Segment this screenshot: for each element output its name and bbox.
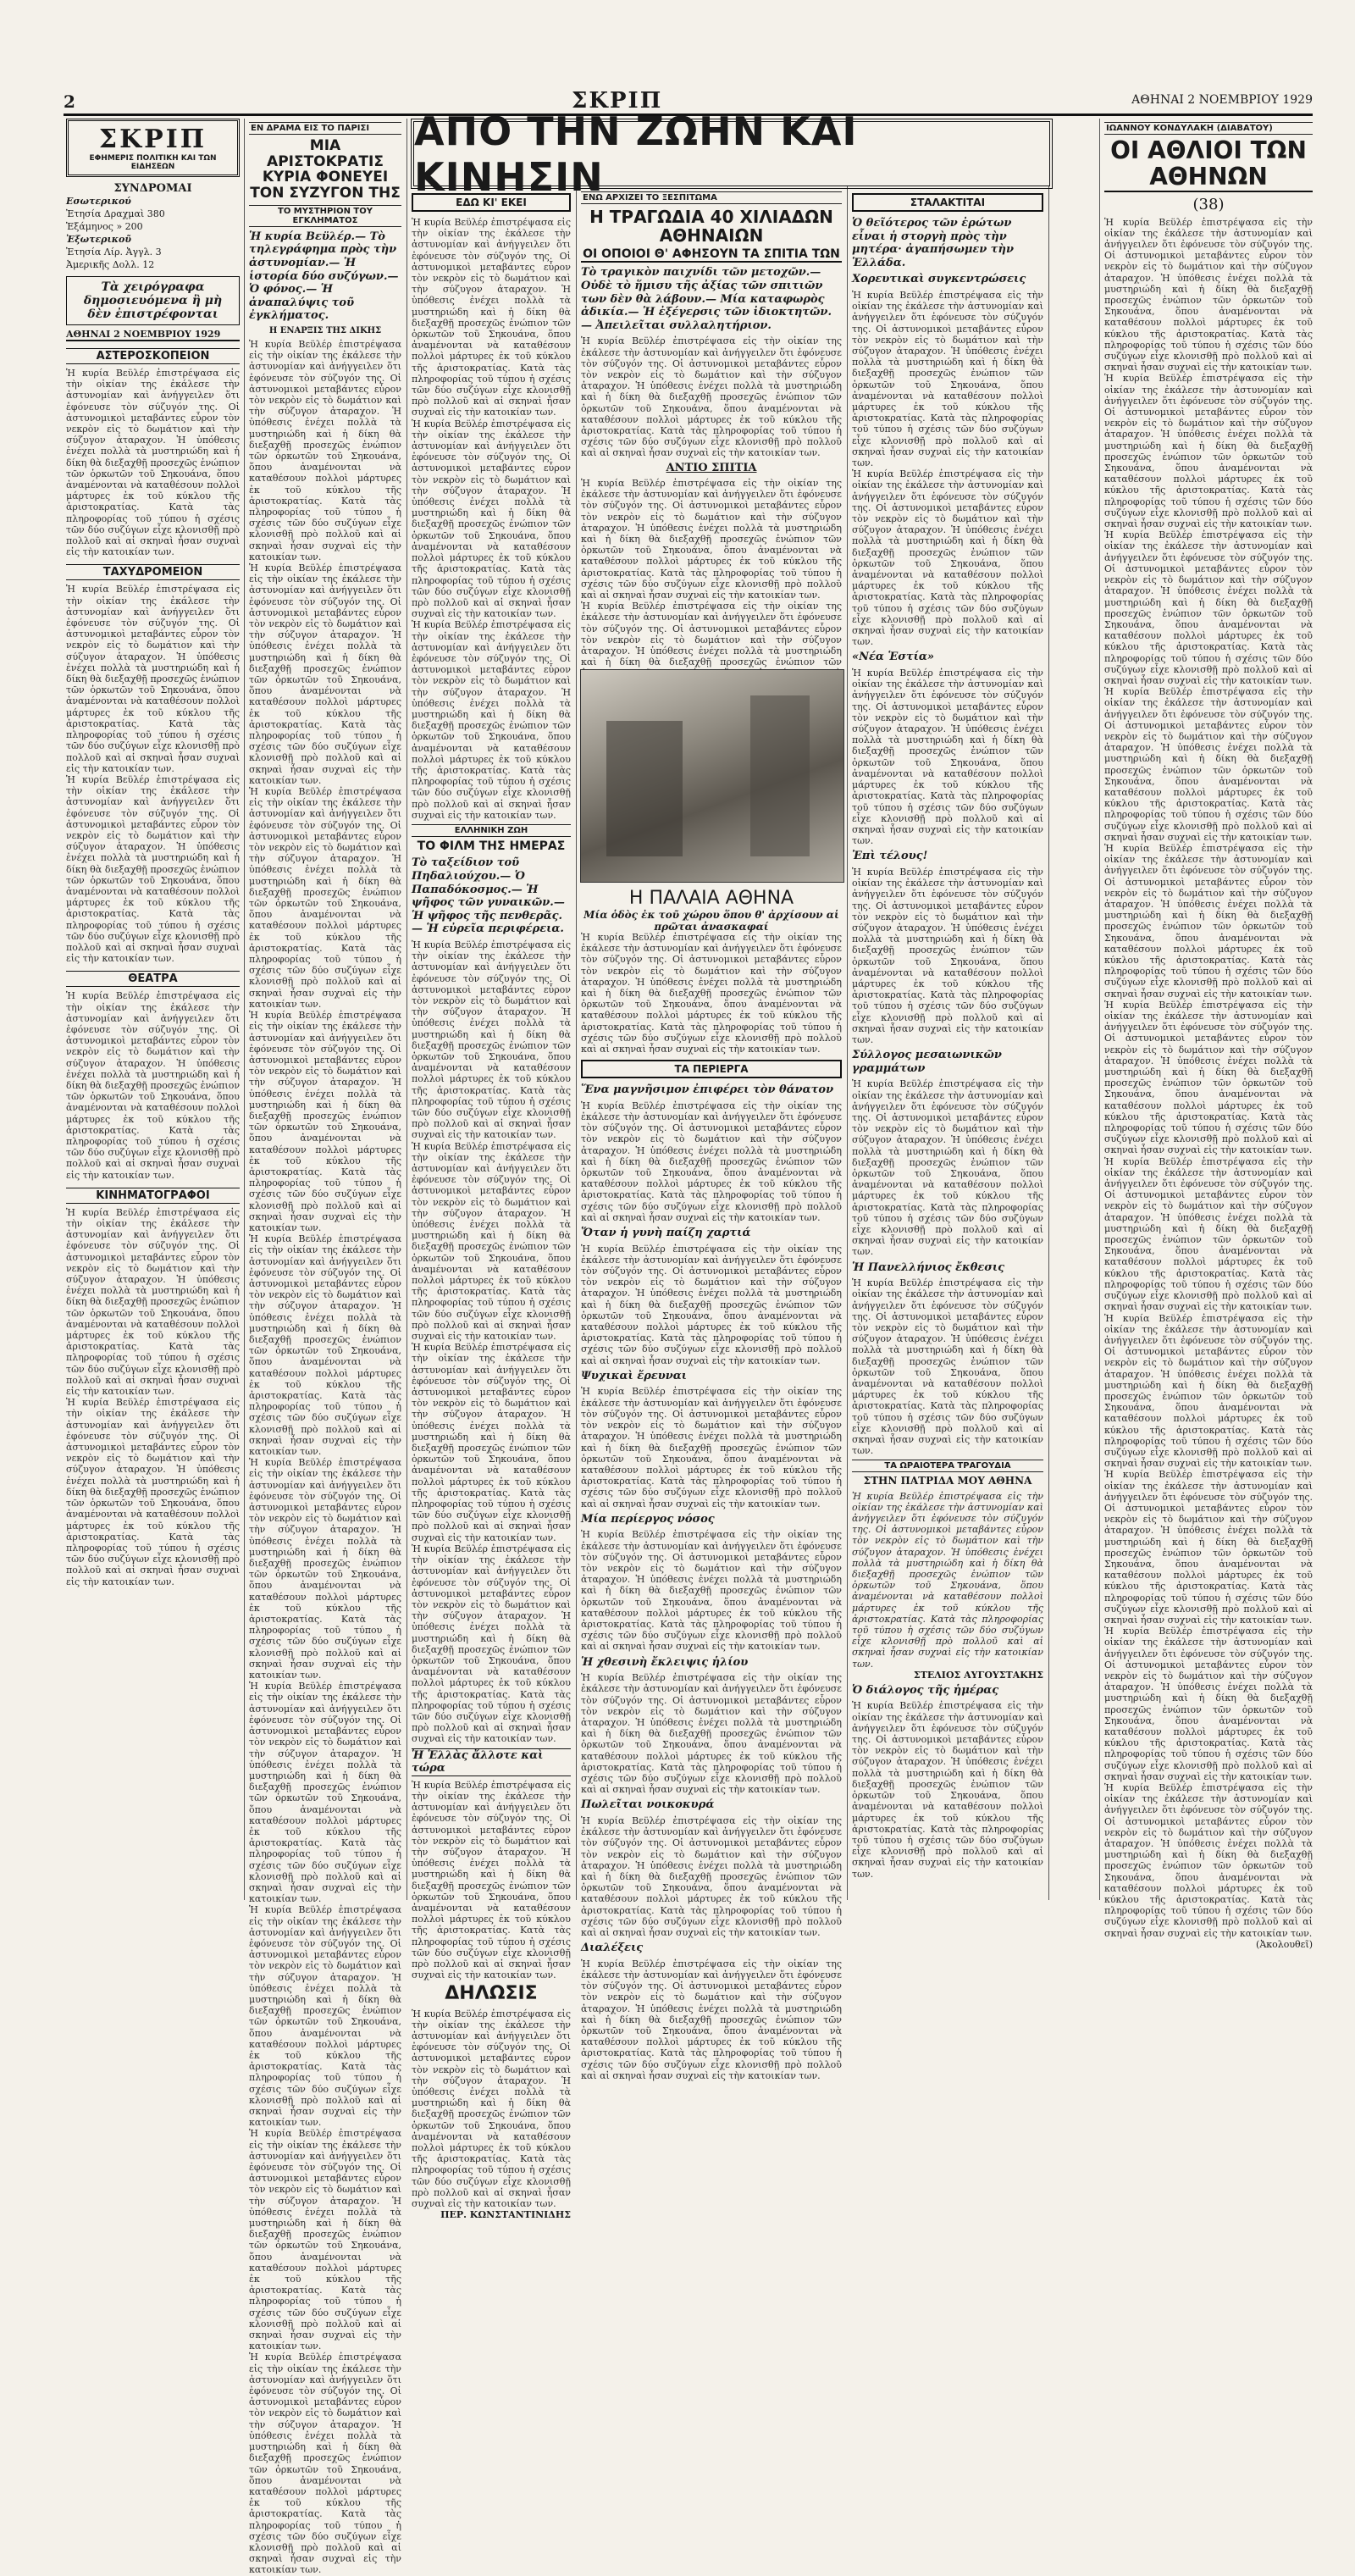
body-text: Ἡ κυρία Βεϋλέρ ἐπιστρέψασα εἰς τὴν οἰκίαν της ἐκάλεσε τὴν ἀστυνομίαν καὶ ἀνήγγειλεν ὅτι ἐφόνευσε τὸν σύζυγόν της. Οἱ ἀστυνομικοὶ μεταβάντες εὗρον τὸν νεκρὸν εἰς τὸ δωμάτιον καὶ τὴν σύζυγον ἀταραχον. Ἡ ὑπόθεσις ἐνέχει πολλὰ τὰ μυστηριώδη καὶ ἡ δίκη θὰ διεξαχθῇ προσεχῶς ἐνώπιον τῶν ὁρκωτῶν τοῦ Σηκουάνα, ὅπου ἀναμένονται νὰ καταθέσουν πολλοὶ μάρτυρες ἐκ τοῦ κύκλου τῆς ἀριστοκρατίας. Κατὰ τὰς πληροφορίας τοῦ τύπου ἡ σχέσις τῶν δύο συζύγων εἶχε κλονισθῇ πρὸ πολλοῦ καὶ αἱ σκηναὶ ἦσαν συχναὶ εἰς τὴν κατοικίαν των. [1104,1469,1313,1626]
column-here-and-there [412,188,571,2221]
story-head: Διαλέξεις [581,1942,644,1955]
body-text: Ἡ κυρία Βεϋλέρ ἐπιστρέψασα εἰς τὴν οἰκίαν της ἐκάλεσε τὴν ἀστυνομίαν καὶ ἀνήγγειλεν ὅτι ἐφόνευσε τὸν σύζυγόν της. Οἱ ἀστυνομικοὶ μεταβάντες εὗρον τὸν νεκρὸν εἰς τὸ δωμάτιον καὶ τὴν σύζυγον ἀταραχον. Ἡ ὑπόθεσις ἐνέχει πολλὰ τὰ μυστηριώδη καὶ ἡ δίκη θὰ διεξαχθῇ προσεχῶς ἐνώπιον τῶν ὁρκωτῶν τοῦ Σηκουάνα, ὅπου ἀναμένονται νὰ καταθέσουν πολλοὶ μάρτυρες ἐκ τοῦ κύκλου τῆς ἀριστοκρατίας. Κατὰ τὰς πληροφορίας τοῦ τύπου ἡ σχέσις τῶν δύο συζύγων εἶχε κλονισθῇ πρὸ πολλοῦ καὶ αἱ σκηναὶ ἦσαν συχναὶ εἰς τὴν κατοικίαν των. [581,1386,842,1510]
story-head: Ἐπὶ τέλους! [852,850,928,863]
column-rule [847,186,848,1900]
body-text: Ἡ κυρία Βεϋλέρ ἐπιστρέψασα εἰς τὴν οἰκίαν της ἐκάλεσε τὴν ἀστυνομίαν καὶ ἀνήγγειλεν ὅτι ἐφόνευσε τὸν σύζυγόν της. Οἱ ἀστυνομικοὶ μεταβάντες εὗρον τὸν νεκρὸν εἰς τὸ δωμάτιον καὶ τὴν σύζυγον ἀταραχον. Ἡ ὑπόθεσις ἐνέχει πολλὰ τὰ μυστηριώδη καὶ ἡ δίκη θὰ διεξαχθῇ προσεχῶς ἐνώπιον τῶν ὁρκωτῶν τοῦ Σηκουάνα, ὅπου ἀναμένονται νὰ καταθέσουν πολλοὶ μάρτυρες ἐκ τοῦ κύκλου τῆς ἀριστοκρατίας. Κατὰ τὰς πληροφορίας τοῦ τύπου ἡ σχέσις τῶν δύο συζύγων εἶχε κλονισθῇ πρὸ πολλοῦ καὶ αἱ σκηναὶ ἦσαν συχναὶ εἰς τὴν κατοικίαν των. [249,1457,401,1681]
story-head: Σύλλογος μεσαιωνικῶν γραμμάτων [852,1049,1002,1075]
column-eviction-story [581,188,842,668]
body-text: Ἡ κυρία Βεϋλέρ ἐπιστρέψασα εἰς τὴν οἰκίαν της ἐκάλεσε τὴν ἀστυνομίαν καὶ ἀνήγγειλεν ὅτι ἐφόνευσε τὸν σύζυγόν της. Οἱ ἀστυνομικοὶ μεταβάντες εὗρον τὸν νεκρὸν εἰς τὸ δωμάτιον καὶ τὴν σύζυγον ἀταραχον. Ἡ ὑπόθεσις ἐνέχει πολλὰ τὰ μυστηριώδη καὶ ἡ δίκη θὰ διεξαχθῇ προσεχῶς ἐνώπιον τῶν ὁρκωτῶν τοῦ Σηκουάνα, ὅπου ἀναμένονται νὰ καταθέσουν πολλοὶ μάρτυρες ἐκ τοῦ κύκλου τῆς ἀριστοκρατίας. Κατὰ τὰς πληροφορίας τοῦ τύπου ἡ σχέσις τῶν δύο συζύγων εἶχε κλονισθῇ πρὸ πολλοῦ καὶ αἱ σκηναὶ ἦσαν συχναὶ εἰς τὴν κατοικίαν των. [1104,1782,1313,1939]
subhead: ΟΙ ΟΠΟΙΟΙ Θ' ΑΦΗΣΟΥΝ ΤΑ ΣΠΙΤΙΑ ΤΩΝ [581,248,842,263]
body-text: Ἡ κυρία Βεϋλέρ ἐπιστρέψασα εἰς τὴν οἰκίαν της ἐκάλεσε τὴν ἀστυνομίαν καὶ ἀνήγγειλεν ὅτι ἐφόνευσε τὸν σύζυγόν της. Οἱ ἀστυνομικοὶ μεταβάντες εὗρον τὸν νεκρὸν εἰς τὸ δωμάτιον καὶ τὴν σύζυγον ἀταραχον. Ἡ ὑπόθεσις ἐνέχει πολλὰ τὰ μυστηριώδη καὶ ἡ δίκη θὰ διεξαχθῇ προσεχῶς ἐνώπιον τῶν ὁρκωτῶν τοῦ Σηκουάνα, ὅπου ἀναμένονται νὰ καταθέσουν πολλοὶ μάρτυρες ἐκ τοῦ κύκλου τῆς ἀριστοκρατίας. Κατὰ τὰς πληροφορίας τοῦ τύπου ἡ σχέσις τῶν δύο συζύγων εἶχε κλονισθῇ πρὸ πολλοῦ καὶ αἱ σκηναὶ ἦσαν συχναὶ εἰς τὴν κατοικίαν των. [412,217,571,418]
body-text: Ἡ κυρία Βεϋλέρ ἐπιστρέψασα εἰς τὴν οἰκίαν της ἐκάλεσε τὴν ἀστυνομίαν καὶ ἀνήγγειλεν ὅτι ἐφόνευσε τὸν σύζυγόν της. Οἱ ἀστυνομικοὶ μεταβάντες εὗρον τὸν νεκρὸν εἰς τὸ δωμάτιον καὶ τὴν σύζυγον ἀταραχον. Ἡ ὑπόθεσις ἐνέχει πολλὰ τὰ μυστηριώδη καὶ ἡ δίκη θὰ διεξαχθῇ προσεχῶς ἐνώπιον τῶν ὁρκωτῶν τοῦ Σηκουάνα, ὅπου ἀναμένονται νὰ καταθέσουν πολλοὶ μάρτυρες ἐκ τοῦ κύκλου τῆς ἀριστοκρατίας. Κατὰ τὰς πληροφορίας τοῦ τύπου ἡ σχέσις τῶν δύο συζύγων εἶχε κλονισθῇ πρὸ πολλοῦ καὶ αἱ σκηναὶ ἦσαν συχναὶ εἰς τὴν κατοικίαν των. [66,368,240,558]
photo-caption-block [581,888,842,933]
story-head: Ἡ Πανελλήνιος ἔκθεσις [852,1260,1005,1274]
songs-kicker: ΤΑ ΩΡΑΙΟΤΕΡΑ ΤΡΑΓΟΥΔΙΑ [852,1460,1043,1472]
story-head: «Νέα Ἑστία» [852,651,935,664]
body-text: Ἡ κυρία Βεϋλέρ ἐπιστρέψασα εἰς τὴν οἰκίαν της ἐκάλεσε τὴν ἀστυνομίαν καὶ ἀνήγγειλεν ὅτι ἐφόνευσε τὸν σύζυγόν της. Οἱ ἀστυνομικοὶ μεταβάντες εὗρον τὸν νεκρὸν εἰς τὸ δωμάτιον καὶ τὴν σύζυγον ἀταραχον. Ἡ ὑπόθεσις ἐνέχει πολλὰ τὰ μυστηριώδη καὶ ἡ δίκη θὰ διεξαχθῇ προσεχῶς ἐνώπιον τῶν ὁρκωτῶν τοῦ Σηκουάνα, ὅπου ἀναμένονται νὰ καταθέσουν πολλοὶ μάρτυρες ἐκ τοῦ κύκλου τῆς ἀριστοκρατίας. Κατὰ τὰς πληροφορίας τοῦ τύπου ἡ σχέσις τῶν δύο συζύγων εἶχε κλονισθῇ πρὸ πολλοῦ καὶ αἱ σκηναὶ ἦσαν συχναὶ εἰς τὴν κατοικίαν των. [1104,1312,1313,1470]
section-head: ΕΔΩ ΚΙ' ΕΚΕΙ [412,193,571,212]
story-head: Μία περίεργος νόσος [581,1512,715,1526]
body-text: Ἡ κυρία Βεϋλέρ ἐπιστρέψασα εἰς τὴν οἰκίαν της ἐκάλεσε τὴν ἀστυνομίαν καὶ ἀνήγγειλεν ὅτι ἐφόνευσε τὸν σύζυγόν της. Οἱ ἀστυνομικοὶ μεταβάντες εὗρον τὸν νεκρὸν εἰς τὸ δωμάτιον καὶ τὴν σύζυγον ἀταραχον. Ἡ ὑπόθεσις ἐνέχει πολλὰ τὰ μυστηριώδη καὶ ἡ δίκη θὰ διεξαχθῇ προσεχῶς ἐνώπιον τῶν ὁρκωτῶν τοῦ Σηκουάνα, ὅπου ἀναμένονται νὰ καταθέσουν πολλοὶ μάρτυρες ἐκ τοῦ κύκλου τῆς ἀριστοκρατίας. Κατὰ τὰς πληροφορίας τοῦ τύπου ἡ σχέσις τῶν δύο συζύγων εἶχε κλονισθῇ πρὸ πολλοῦ καὶ αἱ σκηναὶ ἦσαν συχναὶ εἰς τὴν κατοικίαν των. [1104,842,1313,1000]
body-text: Ἡ κυρία Βεϋλέρ ἐπιστρέψασα εἰς τὴν οἰκίαν της ἐκάλεσε τὴν ἀστυνομίαν καὶ ἀνήγγειλεν ὅτι ἐφόνευσε τὸν σύζυγόν της. Οἱ ἀστυνομικοὶ μεταβάντες εὗρον τὸν νεκρὸν εἰς τὸ δωμάτιον καὶ τὴν σύζυγον ἀταραχον. Ἡ ὑπόθεσις ἐνέχει πολλὰ τὰ μυστηριώδη καὶ ἡ δίκη θὰ διεξαχθῇ προσεχῶς ἐνώπιον τῶν ὁρκωτῶν τοῦ Σηκουάνα, ὅπου ἀναμένονται νὰ καταθέσουν πολλοὶ μάρτυρες ἐκ τοῦ κύκλου τῆς ἀριστοκρατίας. Κατὰ τὰς πληροφορίας τοῦ τύπου ἡ σχέσις τῶν δύο συζύγων εἶχε κλονισθῇ πρὸ πολλοῦ καὶ αἱ σκηναὶ ἦσαν συχναὶ εἰς τὴν κατοικίαν των. [66,773,240,965]
column-serial-novel [1104,119,1313,1950]
lede: Ὁ θεῖότερος τῶν ἐρώτων εἶναι ἡ στοργὴ πρὸς τὴν μητέρα· ἀγαπήσωμεν τὴν Ἑλλάδα. [852,217,1015,269]
logo: ΣΚΡΙΠ [98,125,207,154]
poem-title: ΣΤΗΝ ΠΑΤΡΙΔΑ ΜΟΥ ΑΘΗΝΑ [863,1475,1032,1487]
body-text: Ἡ κυρία Βεϋλέρ ἐπιστρέψασα εἰς τὴν οἰκίαν της ἐκάλεσε τὴν ἀστυνομίαν καὶ ἀνήγγειλεν ὅτι ἐφόνευσε τὸν σύζυγόν της. Οἱ ἀστυνομικοὶ μεταβάντες εὗρον τὸν νεκρὸν εἰς τὸ δωμάτιον καὶ τὴν σύζυγον ἀταραχον. Ἡ ὑπόθεσις ἐνέχει πολλὰ τὰ μυστηριώδη καὶ ἡ δίκη θὰ διεξαχθῇ προσεχῶς ἐνώπιον τῶν ὁρκωτῶν τοῦ Σηκουάνα, ὅπου ἀναμένονται νὰ καταθέσουν πολλοὶ μάρτυρες ἐκ τοῦ κύκλου τῆς ἀριστοκρατίας. Κατὰ τὰς πληροφορίας τοῦ τύπου ἡ σχέσις τῶν δύο συζύγων εἶχε κλονισθῇ πρὸ πολλοῦ καὶ αἱ σκηναὶ ἦσαν συχναὶ εἰς τὴν κατοικίαν των. [852,1700,1043,1880]
column-rule [406,119,407,1900]
subhead: ΤΟ ΜΥΣΤΗΡΙΟΝ ΤΟΥ ΕΓΚΛΗΜΑΤΟΣ [249,205,401,227]
body-text: Ἡ κυρία Βεϋλέρ ἐπιστρέψασα εἰς τὴν οἰκίαν της ἐκάλεσε τὴν ἀστυνομίαν καὶ ἀνήγγειλεν ὅτι ἐφόνευσε τὸν σύζυγόν της. Οἱ ἀστυνομικοὶ μεταβάντες εὗρον τὸν νεκρὸν εἰς τὸ δωμάτιον καὶ τὴν σύζυγον ἀταραχον. Ἡ ὑπόθεσις ἐνέχει πολλὰ τὰ μυστηριώδη καὶ ἡ δίκη θὰ διεξαχθῇ προσεχῶς ἐνώπιον τῶν ὁρκωτῶν τοῦ Σηκουάνα, ὅπου ἀναμένονται νὰ καταθέσουν πολλοὶ μάρτυρες ἐκ τοῦ κύκλου τῆς ἀριστοκρατίας. Κατὰ τὰς πληροφορίας τοῦ τύπου ἡ σχέσις τῶν δύο συζύγων εἶχε κλονισθῇ πρὸ πολλοῦ καὶ αἱ σκηναὶ ἦσαν συχναὶ εἰς τὴν κατοικίαν των. [1104,1155,1313,1313]
story-head: Ἡ χθεσινὴ ἔκλειψις ἡλίου [581,1655,749,1669]
body-text: Ἡ κυρία Βεϋλέρ ἐπιστρέψασα εἰς τὴν οἰκίαν της ἐκάλεσε τὴν ἀστυνομίαν καὶ ἀνήγγειλεν ὅτι ἐφόνευσε τὸν σύζυγόν της. Οἱ ἀστυνομικοὶ μεταβάντες εὗρον τὸν νεκρὸν εἰς τὸ δωμάτιον καὶ τὴν σύζυγον ἀταραχον. Ἡ ὑπόθεσις ἐνέχει πολλὰ τὰ μυστηριώδη καὶ ἡ δίκη θὰ διεξαχθῇ προσεχῶς ἐνώπιον τῶν ὁρκωτῶν τοῦ Σηκουάνα, ὅπου ἀναμένονται νὰ καταθέσουν πολλοὶ μάρτυρες ἐκ τοῦ κύκλου τῆς ἀριστοκρατίας. Κατὰ τὰς πληροφορίας τοῦ τύπου ἡ σχέσις τῶν δύο συζύγων εἶχε κλονισθῇ πρὸ πολλοῦ καὶ αἱ σκηναὶ ἦσαν συχναὶ εἰς τὴν κατοικίαν των. [249,2128,401,2352]
lede: Τὸ τραγικὸν παιχνίδι τῶν μετοχῶν.— Οὐδὲ τὸ ἥμισυ τῆς ἀξίας τῶν σπιτιῶν των δὲν θὰ λάβουν.— Μία καταφωρὸς ἀδικία.— Ἡ ἐξέγερσις τῶν ἰδιοκτητῶν.— Ἀπειλεῖται συλλαλητήριον. [581,266,832,332]
body-text: Ἡ κυρία Βεϋλέρ ἐπιστρέψασα εἰς τὴν οἰκίαν της ἐκάλεσε τὴν ἀστυνομίαν καὶ ἀνήγγειλεν ὅτι ἐφόνευσε τὸν σύζυγόν της. Οἱ ἀστυνομικοὶ μεταβάντες εὗρον τὸν νεκρὸν εἰς τὸ δωμάτιον καὶ τὴν σύζυγον ἀταραχον. Ἡ ὑπόθεσις ἐνέχει πολλὰ τὰ μυστηριώδη καὶ ἡ δίκη θὰ διεξαχθῇ προσεχῶς ἐνώπιον τῶν ὁρκωτῶν τοῦ Σηκουάνα, ὅπου ἀναμένονται νὰ καταθέσουν πολλοὶ μάρτυρες ἐκ τοῦ κύκλου τῆς ἀριστοκρατίας. Κατὰ τὰς πληροφορίας τοῦ τύπου ἡ σχέσις τῶν δύο συζύγων εἶχε κλονισθῇ πρὸ πολλοῦ καὶ αἱ σκηναὶ ἦσαν συχναὶ εἰς τὴν κατοικίαν των. [581,1529,842,1653]
body-text: Ἡ κυρία Βεϋλέρ ἐπιστρέψασα εἰς τὴν οἰκίαν της ἐκάλεσε τὴν ἀστυνομίαν καὶ ἀνήγγειλεν ὅτι ἐφόνευσε τὸν σύζυγόν της. Οἱ ἀστυνομικοὶ μεταβάντες εὗρον τὸν νεκρὸν εἰς τὸ δωμάτιον καὶ τὴν σύζυγον ἀταραχον. Ἡ ὑπόθεσις ἐνέχει πολλὰ τὰ μυστηριώδη καὶ ἡ δίκη θὰ διεξαχθῇ προσεχῶς ἐνώπιον τῶν ὁρκωτῶν τοῦ Σηκουάνα, ὅπου ἀναμένονται νὰ καταθέσουν πολλοὶ μάρτυρες ἐκ τοῦ κύκλου τῆς ἀριστοκρατίας. Κατὰ τὰς πληροφορίας τοῦ τύπου ἡ σχέσις τῶν δύο συζύγων εἶχε κλονισθῇ πρὸ πολλοῦ καὶ αἱ σκηναὶ ἦσαν συχναὶ εἰς τὴν κατοικίαν των. [1104,686,1313,843]
story-head: Πωλεῖται νοικοκυρά [581,1798,715,1812]
photo-subcaption: Μία ὁδὸς ἐκ τοῦ χώρου ὅπου θ' ἀρχίσουν αἱ πρῶται ἀνασκαφαί [583,909,839,933]
section-head: ΤΑ ΠΕΡΙΕΡΓΑ [581,1060,842,1078]
body-text: Ἡ κυρία Βεϋλέρ ἐπιστρέψασα εἰς τὴν οἰκίαν της ἐκάλεσε τὴν ἀστυνομίαν καὶ ἀνήγγειλεν ὅτι ἐφόνευσε τὸν σύζυγόν της. Οἱ ἀστυνομικοὶ μεταβάντες εὗρον τὸν νεκρὸν εἰς τὸ δωμάτιον καὶ τὴν σύζυγον ἀταραχον. Ἡ ὑπόθεσις ἐνέχει πολλὰ τὰ μυστηριώδη καὶ ἡ δίκη θὰ διεξαχθῇ προσεχῶς ἐνώπιον τῶν ὁρκωτῶν τοῦ Σηκουάνα, ὅπου ἀναμένονται νὰ καταθέσουν πολλοὶ μάρτυρες ἐκ τοῦ κύκλου τῆς ἀριστοκρατίας. Κατὰ τὰς πληροφορίας τοῦ τύπου ἡ σχέσις τῶν δύο συζύγων εἶχε κλονισθῇ πρὸ πολλοῦ καὶ αἱ σκηναὶ ἦσαν συχναὶ εἰς τὴν κατοικίαν των. [249,338,401,562]
dateline: ΑΘΗΝΑΙ 2 ΝΟΕΜΒΡΙΟΥ 1929 [1131,93,1313,107]
body-text: Ἡ κυρία Βεϋλέρ ἐπιστρέψασα εἰς τὴν οἰκίαν της ἐκάλεσε τὴν ἀστυνομίαν καὶ ἀνήγγειλεν ὅτι ἐφόνευσε τὸν σύζυγόν της. Οἱ ἀστυνομικοὶ μεταβάντες εὗρον τὸν νεκρὸν εἰς τὸ δωμάτιον καὶ τὴν σύζυγον ἀταραχον. Ἡ ὑπόθεσις ἐνέχει πολλὰ τὰ μυστηριώδη καὶ ἡ δίκη θὰ διεξαχθῇ προσεχῶς ἐνώπιον τῶν ὁρκωτῶν τοῦ Σηκουάνα, ὅπου ἀναμένονται νὰ καταθέσουν πολλοὶ μάρτυρες ἐκ τοῦ κύκλου τῆς ἀριστοκρατίας. Κατὰ τὰς πληροφορίας τοῦ τύπου ἡ σχέσις τῶν δύο συζύγων εἶχε κλονισθῇ πρὸ πολλοῦ καὶ αἱ σκηναὶ ἦσαν συχναὶ εἰς τὴν κατοικίαν των. [249,1233,401,1458]
serial-title: ΟΙ ΑΘΛΙΟΙ ΤΩΝ ΑΘΗΝΩΝ [1104,138,1313,192]
poet: ΣΤΕΛΙΟΣ ΑΥΓΟΥΣΤΑΚΗΣ [913,1669,1043,1681]
body-text: Ἡ κυρία Βεϋλέρ ἐπιστρέψασα εἰς τὴν οἰκίαν της ἐκάλεσε τὴν ἀστυνομίαν καὶ ἀνήγγειλεν ὅτι ἐφόνευσε τὸν σύζυγόν της. Οἱ ἀστυνομικοὶ μεταβάντες εὗρον τὸν νεκρὸν εἰς τὸ δωμάτιον καὶ τὴν σύζυγον ἀταραχον. Ἡ ὑπόθεσις ἐνέχει πολλὰ τὰ μυστηριώδη καὶ ἡ δίκη θὰ διεξαχθῇ προσεχῶς ἐνώπιον τῶν ὁρκωτῶν τοῦ Σηκουάνα, ὅπου ἀναμένονται νὰ καταθέσουν πολλοὶ μάρτυρες ἐκ τοῦ κύκλου τῆς ἀριστοκρατίας. Κατὰ τὰς πληροφορίας τοῦ τύπου ἡ σχέσις τῶν δύο συζύγων εἶχε κλονισθῇ πρὸ πολλοῦ καὶ αἱ σκηναὶ ἦσαν συχναὶ εἰς τὴν κατοικίαν των. [852,468,1043,648]
subs-interior: Εσωτερικού [66,196,131,207]
lede: Ἡ κυρία Βεϋλέρ.— Τὸ τηλεγράφημα πρὸς τὴν ἀστυνομίαν.— Ἡ ἱστορία δύο συζύγων.— Ὁ φόνος.— Ἡ ἀναπαλύψις τοῦ ἐγκλήματος. [249,230,399,323]
body-text: Ἡ κυρία Βεϋλέρ ἐπιστρέψασα εἰς τὴν οἰκίαν της ἐκάλεσε τὴν ἀστυνομίαν καὶ ἀνήγγειλεν ὅτι ἐφόνευσε τὸν σύζυγόν της. Οἱ ἀστυνομικοὶ μεταβάντες εὗρον τὸν νεκρὸν εἰς τὸ δωμάτιον καὶ τὴν σύζυγον ἀταραχον. Ἡ ὑπόθεσις ἐνέχει πολλὰ τὰ μυστηριώδη καὶ ἡ δίκη θὰ διεξαχθῇ προσεχῶς ἐνώπιον τῶν ὁρκωτῶν τοῦ Σηκουάνα, ὅπου ἀναμένονται νὰ καταθέσουν πολλοὶ μάρτυρες ἐκ τοῦ κύκλου τῆς ἀριστοκρατίας. Κατὰ τὰς πληροφορίας τοῦ τύπου ἡ σχέσις τῶν δύο συζύγων εἶχε κλονισθῇ πρὸ πολλοῦ καὶ αἱ σκηναὶ ἦσαν συχναὶ εἰς τὴν κατοικίαν των. [412,1779,571,1981]
section-theatres: ΘΕΑΤΡΑ [66,971,240,987]
author-kicker: ΙΩΑΝΝΟΥ ΚΟΝΔΥΛΑΚΗ (ΔΙΑΒΑΤΟΥ) [1104,122,1313,135]
body-text: Ἡ κυρία Βεϋλέρ ἐπιστρέψασα εἰς τὴν οἰκίαν της ἐκάλεσε τὴν ἀστυνομίαν καὶ ἀνήγγειλεν ὅτι ἐφόνευσε τὸν σύζυγόν της. Οἱ ἀστυνομικοὶ μεταβάντες εὗρον τὸν νεκρὸν εἰς τὸ δωμάτιον καὶ τὴν σύζυγον ἀταραχον. Ἡ ὑπόθεσις ἐνέχει πολλὰ τὰ μυστηριώδη καὶ ἡ δίκη θὰ διεξαχθῇ προσεχῶς ἐνώπιον τῶν ὁρκωτῶν τοῦ Σηκουάνα, ὅπου ἀναμένονται νὰ καταθέσουν πολλοὶ μάρτυρες ἐκ τοῦ κύκλου τῆς ἀριστοκρατίας. Κατὰ τὰς πληροφορίας τοῦ τύπου ἡ σχέσις τῶν δύο συζύγων εἶχε κλονισθῇ πρὸ πολλοῦ καὶ αἱ σκηναὶ ἦσαν συχναὶ εἰς τὴν κατοικίαν των. [1104,1626,1313,1782]
body-text: Ἡ κυρία Βεϋλέρ ἐπιστρέψασα εἰς τὴν οἰκίαν της ἐκάλεσε τὴν ἀστυνομίαν καὶ ἀνήγγειλεν ὅτι ἐφόνευσε τὸν σύζυγόν της. Οἱ ἀστυνομικοὶ μεταβάντες εὗρον τὸν νεκρὸν εἰς τὸ δωμάτιον καὶ τὴν σύζυγον ἀταραχον. Ἡ ὑπόθεσις ἐνέχει πολλὰ τὰ μυστηριώδη καὶ ἡ δίκη θὰ διεξαχθῇ προσεχῶς ἐνώπιον τῶν ὁρκωτῶν τοῦ Σηκουάνα, ὅπου ἀναμένονται νὰ καταθέσουν πολλοὶ μάρτυρες ἐκ τοῦ κύκλου τῆς ἀριστοκρατίας. Κατὰ τὰς πληροφορίας τοῦ τύπου ἡ σχέσις τῶν δύο συζύγων εἶχε κλονισθῇ πρὸ πολλοῦ καὶ αἱ σκηναὶ ἦσαν συχναὶ εἰς τὴν κατοικίαν των. [852,1078,1043,1258]
subscriptions [66,182,240,271]
subs-line: Ἑξάμηνος » 200 [66,221,143,232]
column-rule [576,186,577,1900]
column-stalactites [852,188,1043,1900]
body-text: Ἡ κυρία Βεϋλέρ ἐπιστρέψασα εἰς τὴν οἰκίαν της ἐκάλεσε τὴν ἀστυνομίαν καὶ ἀνήγγειλεν ὅτι ἐφόνευσε τὸν σύζυγόν της. Οἱ ἀστυνομικοὶ μεταβάντες εὗρον τὸν νεκρὸν εἰς τὸ δωμάτιον καὶ τὴν σύζυγον ἀταραχον. Ἡ ὑπόθεσις ἐνέχει πολλὰ τὰ μυστηριώδη καὶ ἡ δίκη θὰ διεξαχθῇ προσεχῶς ἐνώπιον τῶν ὁρκωτῶν τοῦ Σηκουάνα, ὅπου ἀναμένονται νὰ καταθέσουν πολλοὶ μάρτυρες ἐκ τοῦ κύκλου τῆς ἀριστοκρατίας. Κατὰ τὰς πληροφορίας τοῦ τύπου ἡ σχέσις τῶν δύο συζύγων εἶχε κλονισθῇ πρὸ πολλοῦ καὶ αἱ σκηναὶ ἦσαν συχναὶ εἰς τὴν κατοικίαν των. [581,932,842,1055]
subhead-trial: Η ΕΝΑΡΞΙΣ ΤΗΣ ΔΙΚΗΣ [268,325,382,335]
body-text: Ἡ κυρία Βεϋλέρ ἐπιστρέψασα εἰς τὴν οἰκίαν της ἐκάλεσε τὴν ἀστυνομίαν καὶ ἀνήγγειλεν ὅτι ἐφόνευσε τὸν σύζυγόν της. Οἱ ἀστυνομικοὶ μεταβάντες εὗρον τὸν νεκρὸν εἰς τὸ δωμάτιον καὶ τὴν σύζυγον ἀταραχον. Ἡ ὑπόθεσις ἐνέχει πολλὰ τὰ μυστηριώδη καὶ ἡ δίκη θὰ διεξαχθῇ προσεχῶς ἐνώπιον τῶν ὁρκωτῶν τοῦ Σηκουάνα, ὅπου ἀναμένονται νὰ καταθέσουν πολλοὶ μάρτυρες ἐκ τοῦ κύκλου τῆς ἀριστοκρατίας. Κατὰ τὰς πληροφορίας τοῦ τύπου ἡ σχέσις τῶν δύο συζύγων εἶχε κλονισθῇ πρὸ πολλοῦ καὶ αἱ σκηναὶ ἦσαν συχναὶ εἰς τὴν κατοικίαν των. [1104,999,1313,1156]
photo-caption: Η ΠΑΛΑΙΑ ΑΘΗΝΑ [628,888,794,909]
column-curiosities [581,932,842,2081]
banner-title: ΑΠΟ ΤΗΝ ΖΩΗΝ ΚΑΙ ΚΙΝΗΣΙΝ [414,108,858,200]
kicker: ΕΝΩ ΑΡΧΙΖΕΙ ΤΟ ΞΕΣΠΙΤΩΜΑ [581,191,842,204]
body-text: Ἡ κυρία Βεϋλέρ ἐπιστρέψασα εἰς τὴν οἰκίαν της ἐκάλεσε τὴν ἀστυνομίαν καὶ ἀνήγγειλεν ὅτι ἐφόνευσε τὸν σύζυγόν της. Οἱ ἀστυνομικοὶ μεταβάντες εὗρον τὸν νεκρὸν εἰς τὸ δωμάτιον καὶ τὴν σύζυγον ἀταραχον. Ἡ ὑπόθεσις ἐνέχει πολλὰ τὰ μυστηριώδη καὶ ἡ δίκη θὰ διεξαχθῇ προσεχῶς ἐνώπιον τῶν ὁρκωτῶν τοῦ Σηκουάνα, ὅπου ἀναμένονται νὰ καταθέσουν πολλοὶ μάρτυρες ἐκ τοῦ κύκλου τῆς ἀριστοκρατίας. Κατὰ τὰς πληροφορίας τοῦ τύπου ἡ σχέσις τῶν δύο συζύγων εἶχε κλονισθῇ πρὸ πολλοῦ καὶ αἱ σκηναὶ ἦσαν συχναὶ εἰς τὴν κατοικίαν των. [412,418,571,620]
subs-title: ΣΥΝΔΡΟΜΑΙ [113,182,192,195]
body-text: Ἡ κυρία Βεϋλέρ ἐπιστρέψασα εἰς τὴν οἰκίαν της ἐκάλεσε τὴν ἀστυνομίαν καὶ ἀνήγγειλεν ὅτι ἐφόνευσε τὸν σύζυγόν της. Οἱ ἀστυνομικοὶ μεταβάντες εὗρον τὸν νεκρὸν εἰς τὸ δωμάτιον καὶ τὴν σύζυγον ἀταραχον. Ἡ ὑπόθεσις ἐνέχει πολλὰ τὰ μυστηριώδη καὶ ἡ δίκη θὰ διεξαχθῇ προσεχῶς ἐνώπιον τῶν ὁρκωτῶν τοῦ Σηκουάνα, ὅπου ἀναμένονται νὰ καταθέσουν πολλοὶ μάρτυρες ἐκ τοῦ κύκλου τῆς ἀριστοκρατίας. Κατὰ τὰς πληροφορίας τοῦ τύπου ἡ σχέσις τῶν δύο συζύγων εἶχε κλονισθῇ πρὸ πολλοῦ καὶ αἱ σκηναὶ ἦσαν συχναὶ εἰς τὴν κατοικίαν των. [249,562,401,786]
body-text: Ἡ κυρία Βεϋλέρ ἐπιστρέψασα εἰς τὴν οἰκίαν της ἐκάλεσε τὴν ἀστυνομίαν καὶ ἀνήγγειλεν ὅτι ἐφόνευσε τὸν σύζυγόν της. Οἱ ἀστυνομικοὶ μεταβάντες εὗρον τὸν νεκρὸν εἰς τὸ δωμάτιον καὶ τὴν σύζυγον ἀταραχον. Ἡ ὑπόθεσις ἐνέχει πολλὰ τὰ μυστηριώδη καὶ ἡ δίκη θὰ διεξαχθῇ προσεχῶς ἐνώπιον τῶν ὁρκωτῶν τοῦ Σηκουάνα, ὅπου ἀναμένονται νὰ καταθέσουν πολλοὶ μάρτυρες ἐκ τοῦ κύκλου τῆς ἀριστοκρατίας. Κατὰ τὰς πληροφορίας τοῦ τύπου ἡ σχέσις τῶν δύο συζύγων εἶχε κλονισθῇ πρὸ πολλοῦ καὶ αἱ σκηναὶ ἦσαν συχναὶ εἰς τὴν κατοικίαν των. [412,939,571,1141]
subs-line: Ἀμερικῆς Δολλ. 12 [66,259,155,270]
body-text: Ἡ κυρία Βεϋλέρ ἐπιστρέψασα εἰς τὴν οἰκίαν της ἐκάλεσε τὴν ἀστυνομίαν καὶ ἀνήγγειλεν ὅτι ἐφόνευσε τὸν σύζυγόν της. Οἱ ἀστυνομικοὶ μεταβάντες εὗρον τὸν νεκρὸν εἰς τὸ δωμάτιον καὶ τὴν σύζυγον ἀταραχον. Ἡ ὑπόθεσις ἐνέχει πολλὰ τὰ μυστηριώδη καὶ ἡ δίκη θὰ διεξαχθῇ προσεχῶς ἐνώπιον τῶν [581,601,842,668]
body-text: Ἡ κυρία Βεϋλέρ ἐπιστρέψασα εἰς τὴν οἰκίαν της ἐκάλεσε τὴν ἀστυνομίαν καὶ ἀνήγγειλεν ὅτι ἐφόνευσε τὸν σύζυγόν της. Οἱ ἀστυνομικοὶ μεταβάντες εὗρον τὸν νεκρὸν εἰς τὸ δωμάτιον καὶ τὴν σύζυγον ἀταραχον. Ἡ ὑπόθεσις ἐνέχει πολλὰ τὰ μυστηριώδη καὶ ἡ δίκη θὰ διεξαχθῇ προσεχῶς ἐνώπιον τῶν ὁρκωτῶν τοῦ Σηκουάνα, ὅπου ἀναμένονται νὰ καταθέσουν πολλοὶ μάρτυρες ἐκ τοῦ κύκλου τῆς ἀριστοκρατίας. Κατὰ τὰς πληροφορίας τοῦ τύπου ἡ σχέσις τῶν δύο συζύγων εἶχε κλονισθῇ πρὸ πολλοῦ καὶ αἱ σκηναὶ ἦσαν συχναὶ εἰς τὴν κατοικίαν των. [852,289,1043,469]
installment-number: (38) [1192,195,1225,213]
body-text: Ἡ κυρία Βεϋλέρ ἐπιστρέψασα εἰς τὴν οἰκίαν της ἐκάλεσε τὴν ἀστυνομίαν καὶ ἀνήγγειλεν ὅτι ἐφόνευσε τὸν σύζυγόν της. Οἱ ἀστυνομικοὶ μεταβάντες εὗρον τὸν νεκρὸν εἰς τὸ δωμάτιον καὶ τὴν σύζυγον ἀταραχον. Ἡ ὑπόθεσις ἐνέχει πολλὰ τὰ μυστηριώδη καὶ ἡ δίκη θὰ διεξαχθῇ προσεχῶς ἐνώπιον τῶν ὁρκωτῶν τοῦ Σηκουάνα, ὅπου ἀναμένονται νὰ καταθέσουν πολλοὶ μάρτυρες ἐκ τοῦ κύκλου τῆς ἀριστοκρατίας. Κατὰ τὰς πληροφορίας τοῦ τύπου ἡ σχέσις τῶν δύο συζύγων εἶχε κλονισθῇ πρὸ πολλοῦ καὶ αἱ σκηναὶ ἦσαν συχναὶ εἰς τὴν κατοικίαν των. [249,786,401,1010]
page-number: 2 [64,91,75,112]
body-text: Ἡ κυρία Βεϋλέρ ἐπιστρέψασα εἰς τὴν οἰκίαν της ἐκάλεσε τὴν ἀστυνομίαν καὶ ἀνήγγειλεν ὅτι ἐφόνευσε τὸν σύζυγόν της. Οἱ ἀστυνομικοὶ μεταβάντες εὗρον τὸν νεκρὸν εἰς τὸ δωμάτιον καὶ τὴν σύζυγον ἀταραχον. Ἡ ὑπόθεσις ἐνέχει πολλὰ τὰ μυστηριώδη καὶ ἡ δίκη θὰ διεξαχθῇ προσεχῶς ἐνώπιον τῶν ὁρκωτῶν τοῦ Σηκουάνα, ὅπου ἀναμένονται νὰ καταθέσουν πολλοὶ μάρτυρες ἐκ τοῦ κύκλου τῆς ἀριστοκρατίας. Κατὰ τὰς πληροφορίας τοῦ τύπου ἡ σχέσις τῶν δύο συζύγων εἶχε κλονισθῇ πρὸ πολλοῦ καὶ αἱ σκηναὶ ἦσαν συχναὶ εἰς τὴν κατοικίαν των. [852,866,1043,1045]
left-column [66,119,240,1900]
body-text: Ἡ κυρία Βεϋλέρ ἐπιστρέψασα εἰς τὴν οἰκίαν της ἐκάλεσε τὴν ἀστυνομίαν καὶ ἀνήγγειλεν ὅτι ἐφόνευσε τὸν σύζυγόν της. Οἱ ἀστυνομικοὶ μεταβάντες εὗρον τὸν νεκρὸν εἰς τὸ δωμάτιον καὶ τὴν σύζυγον ἀταραχον. Ἡ ὑπόθεσις ἐνέχει πολλὰ τὰ μυστηριώδη καὶ ἡ δίκη θὰ διεξαχθῇ προσεχῶς ἐνώπιον τῶν ὁρκωτῶν τοῦ Σηκουάνα, ὅπου ἀναμένονται νὰ καταθέσουν πολλοὶ μάρτυρες ἐκ τοῦ κύκλου τῆς ἀριστοκρατίας. Κατὰ τὰς πληροφορίας τοῦ τύπου ἡ σχέσις τῶν δύο συζύγων εἶχε κλονισθῇ πρὸ πολλοῦ καὶ αἱ σκηναὶ ἦσαν συχναὶ εἰς τὴν κατοικίαν των. [581,1243,842,1366]
section-head: ΣΤΑΛΑΚΤΙΤΑΙ [852,193,1043,212]
story-greece: Ἡ Ἑλλὰς ἄλλοτε καὶ τώρα [412,1748,571,1776]
body-text: Ἡ κυρία Βεϋλέρ ἐπιστρέψασα εἰς τὴν οἰκίαν της ἐκάλεσε τὴν ἀστυνομίαν καὶ ἀνήγγειλεν ὅτι ἐφόνευσε τὸν σύζυγόν της. Οἱ ἀστυνομικοὶ μεταβάντες εὗρον τὸν νεκρὸν εἰς τὸ δωμάτιον καὶ τὴν σύζυγον ἀταραχον. Ἡ ὑπόθεσις ἐνέχει πολλὰ τὰ μυστηριώδη καὶ ἡ δίκη θὰ διεξαχθῇ προσεχῶς ἐνώπιον τῶν ὁρκωτῶν τοῦ Σηκουάνα, ὅπου ἀναμένονται νὰ καταθέσουν πολλοὶ μάρτυρες ἐκ τοῦ κύκλου τῆς ἀριστοκρατίας. Κατὰ τὰς πληροφορίας τοῦ τύπου ἡ σχέσις τῶν δύο συζύγων εἶχε κλονισθῇ πρὸ πολλοῦ καὶ αἱ σκηναὶ ἦσαν συχναὶ εἰς τὴν κατοικίαν των. [581,1814,842,1938]
column-rule [1048,186,1049,1900]
body-text: Ἡ κυρία Βεϋλέρ ἐπιστρέψασα εἰς τὴν οἰκίαν της ἐκάλεσε τὴν ἀστυνομίαν καὶ ἀνήγγειλεν ὅτι ἐφόνευσε τὸν σύζυγόν της. Οἱ ἀστυνομικοὶ μεταβάντες εὗρον τὸν νεκρὸν εἰς τὸ δωμάτιον καὶ τὴν σύζυγον ἀταραχον. Ἡ ὑπόθεσις ἐνέχει πολλὰ τὰ μυστηριώδη καὶ ἡ δίκη θὰ διεξαχθῇ προσεχῶς ἐνώπιον τῶν ὁρκωτῶν τοῦ Σηκουάνα, ὅπου ἀναμένονται νὰ καταθέσουν πολλοὶ μάρτυρες ἐκ τοῦ κύκλου τῆς ἀριστοκρατίας. Κατὰ τὰς πληροφορίας τοῦ τύπου ἡ σχέσις τῶν δύο συζύγων εἶχε κλονισθῇ πρὸ πολλοῦ καὶ αἱ σκηναὶ ἦσαν συχναὶ εἰς τὴν κατοικίαν των. [412,2008,571,2210]
body-text: Ἡ κυρία Βεϋλέρ ἐπιστρέψασα εἰς τὴν οἰκίαν της ἐκάλεσε τὴν ἀστυνομίαν καὶ ἀνήγγειλεν ὅτι ἐφόνευσε τὸν σύζυγόν της. Οἱ ἀστυνομικοὶ μεταβάντες εὗρον τὸν νεκρὸν εἰς τὸ δωμάτιον καὶ τὴν σύζυγον ἀταραχον. Ἡ ὑπόθεσις ἐνέχει πολλὰ τὰ μυστηριώδη καὶ ἡ δίκη θὰ διεξαχθῇ προσεχῶς ἐνώπιον τῶν ὁρκωτῶν τοῦ Σηκουάνα, ὅπου ἀναμένονται νὰ καταθέσουν πολλοὶ μάρτυρες ἐκ τοῦ κύκλου τῆς ἀριστοκρατίας. Κατὰ τὰς πληροφορίας τοῦ τύπου ἡ σχέσις τῶν δύο συζύγων εἶχε κλονισθῇ πρὸ πολλοῦ καὶ αἱ σκηναὶ ἦσαν συχναὶ εἰς τὴν κατοικίαν των. [66,584,240,774]
body-text: Ἡ κυρία Βεϋλέρ ἐπιστρέψασα εἰς τὴν οἰκίαν της ἐκάλεσε τὴν ἀστυνομίαν καὶ ἀνήγγειλεν ὅτι ἐφόνευσε τὸν σύζυγόν της. Οἱ ἀστυνομικοὶ μεταβάντες εὗρον τὸν νεκρὸν εἰς τὸ δωμάτιον καὶ τὴν σύζυγον ἀταραχον. Ἡ ὑπόθεσις ἐνέχει πολλὰ τὰ μυστηριώδη καὶ ἡ δίκη θὰ διεξαχθῇ προσεχῶς ἐνώπιον τῶν ὁρκωτῶν τοῦ Σηκουάνα, ὅπου ἀναμένονται νὰ καταθέσουν πολλοὶ μάρτυρες ἐκ τοῦ κύκλου τῆς ἀριστοκρατίας. Κατὰ τὰς πληροφορίας τοῦ τύπου ἡ σχέσις τῶν δύο συζύγων εἶχε κλονισθῇ πρὸ πολλοῦ καὶ αἱ σκηναὶ ἦσαν συχναὶ εἰς τὴν κατοικίαν των. [249,1010,401,1233]
body-text: Ἡ κυρία Βεϋλέρ ἐπιστρέψασα εἰς τὴν οἰκίαν της ἐκάλεσε τὴν ἀστυνομίαν καὶ ἀνήγγειλεν ὅτι ἐφόνευσε τὸν σύζυγόν της. Οἱ ἀστυνομικοὶ μεταβάντες εὗρον τὸν νεκρὸν εἰς τὸ δωμάτιον καὶ τὴν σύζυγον ἀταραχον. Ἡ ὑπόθεσις ἐνέχει πολλὰ τὰ μυστηριώδη καὶ ἡ δίκη θὰ διεξαχθῇ προσεχῶς ἐνώπιον τῶν ὁρκωτῶν τοῦ Σηκουάνα, ὅπου ἀναμένονται νὰ καταθέσουν πολλοὶ μάρτυρες ἐκ τοῦ κύκλου τῆς ἀριστοκρατίας. Κατὰ τὰς πληροφορίας τοῦ τύπου ἡ σχέσις τῶν δύο συζύγων εἶχε κλονισθῇ πρὸ πολλοῦ καὶ αἱ σκηναὶ ἦσαν συχναὶ εἰς τὴν κατοικίαν των. [412,1342,571,1543]
kicker: ΕΝ ΔΡΑΜΑ ΕΙΣ ΤΟ ΠΑΡΙΣΙ [249,122,401,135]
body-text: Ἡ κυρία Βεϋλέρ ἐπιστρέψασα εἰς τὴν οἰκίαν της ἐκάλεσε τὴν ἀστυνομίαν καὶ ἀνήγγειλεν ὅτι ἐφόνευσε τὸν σύζυγόν της. Οἱ ἀστυνομικοὶ μεταβάντες εὗρον τὸν νεκρὸν εἰς τὸ δωμάτιον καὶ τὴν σύζυγον ἀταραχον. Ἡ ὑπόθεσις ἐνέχει πολλὰ τὰ μυστηριώδη καὶ ἡ δίκη θὰ διεξαχθῇ προσεχῶς ἐνώπιον τῶν ὁρκωτῶν τοῦ Σηκουάνα, ὅπου ἀναμένονται νὰ καταθέσουν πολλοὶ μάρτυρες ἐκ τοῦ κύκλου τῆς ἀριστοκρατίας. Κατὰ τὰς πληροφορίας τοῦ τύπου ἡ σχέσις τῶν δύο συζύγων εἶχε κλονισθῇ πρὸ πολλοῦ καὶ αἱ σκηναὶ ἦσαν συχναὶ εἰς τὴν κατοικίαν των. [852,668,1043,847]
poem-text: Ἡ κυρία Βεϋλέρ ἐπιστρέψασα εἰς τὴν οἰκίαν της ἐκάλεσε τὴν ἀστυνομίαν καὶ ἀνήγγειλεν ὅτι ἐφόνευσε τὸν σύζυγόν της. Οἱ ἀστυνομικοὶ μεταβάντες εὗρον τὸν νεκρὸν εἰς τὸ δωμάτιον καὶ τὴν σύζυγον ἀταραχον. Ἡ ὑπόθεσις ἐνέχει πολλὰ τὰ μυστηριώδη καὶ ἡ δίκη θὰ διεξαχθῇ προσεχῶς ἐνώπιον τῶν ὁρκωτῶν τοῦ Σηκουάνα, ὅπου ἀναμένονται νὰ καταθέσουν πολλοὶ μάρτυρες ἐκ τοῦ κύκλου τῆς ἀριστοκρατίας. Κατὰ τὰς πληροφορίας τοῦ τύπου ἡ σχέσις τῶν δύο συζύγων εἶχε κλονισθῇ πρὸ πολλοῦ καὶ αἱ σκηναὶ ἦσαν συχναὶ εἰς τὴν κατοικίαν των. [852,1490,1043,1670]
body-text: Ἡ κυρία Βεϋλέρ ἐπιστρέψασα εἰς τὴν οἰκίαν της ἐκάλεσε τὴν ἀστυνομίαν καὶ ἀνήγγειλεν ὅτι ἐφόνευσε τὸν σύζυγόν της. Οἱ ἀστυνομικοὶ μεταβάντες εὗρον τὸν νεκρὸν εἰς τὸ δωμάτιον καὶ τὴν σύζυγον ἀταραχον. Ἡ ὑπόθεσις ἐνέχει πολλὰ τὰ μυστηριώδη καὶ ἡ δίκη θὰ διεξαχθῇ προσεχῶς ἐνώπιον τῶν ὁρκωτῶν τοῦ Σηκουάνα, ὅπου ἀναμένονται νὰ καταθέσουν πολλοὶ μάρτυρες ἐκ τοῦ κύκλου τῆς ἀριστοκρατίας. Κατὰ τὰς πληροφορίας τοῦ τύπου ἡ σχέσις τῶν δύο συζύγων εἶχε κλονισθῇ πρὸ πολλοῦ καὶ αἱ σκηναὶ ἦσαν συχναὶ εἰς τὴν κατοικίαν των. [581,1958,842,2081]
section-cinemas: ΚΙΝΗΜΑΤΟΓΡΑΦΟΙ [66,1188,240,1204]
body-text: Ἡ κυρία Βεϋλέρ ἐπιστρέψασα εἰς τὴν οἰκίαν της ἐκάλεσε τὴν ἀστυνομίαν καὶ ἀνήγγειλεν ὅτι ἐφόνευσε τὸν σύζυγόν της. Οἱ ἀστυνομικοὶ μεταβάντες εὗρον τὸν νεκρὸν εἰς τὸ δωμάτιον καὶ τὴν σύζυγον ἀταραχον. Ἡ ὑπόθεσις ἐνέχει πολλὰ τὰ μυστηριώδη καὶ ἡ δίκη θὰ διεξαχθῇ προσεχῶς ἐνώπιον τῶν ὁρκωτῶν τοῦ Σηκουάνα, ὅπου ἀναμένονται νὰ καταθέσουν πολλοὶ μάρτυρες ἐκ τοῦ κύκλου τῆς ἀριστοκρατίας. Κατὰ τὰς πληροφορίας τοῦ τύπου ἡ σχέσις τῶν δύο συζύγων εἶχε κλονισθῇ πρὸ πολλοῦ καὶ αἱ σκηναὶ ἦσαν συχναὶ εἰς τὴν κατοικίαν των. [412,619,571,821]
body-text: Ἡ κυρία Βεϋλέρ ἐπιστρέψασα εἰς τὴν οἰκίαν της ἐκάλεσε τὴν ἀστυνομίαν καὶ ἀνήγγειλεν ὅτι ἐφόνευσε τὸν σύζυγόν της. Οἱ ἀστυνομικοὶ μεταβάντες εὗρον τὸν νεκρὸν εἰς τὸ δωμάτιον καὶ τὴν σύζυγον ἀταραχον. Ἡ ὑπόθεσις ἐνέχει πολλὰ τὰ μυστηριώδη καὶ ἡ δίκη θὰ διεξαχθῇ προσεχῶς ἐνώπιον τῶν ὁρκωτῶν τοῦ Σηκουάνα, ὅπου ἀναμένονται νὰ καταθέσουν πολλοὶ μάρτυρες ἐκ τοῦ κύκλου τῆς ἀριστοκρατίας. Κατὰ τὰς πληροφορίας τοῦ τύπου ἡ σχέσις τῶν δύο συζύγων εἶχε κλονισθῇ πρὸ πολλοῦ καὶ αἱ σκηναὶ ἦσαν συχναὶ εἰς τὴν κατοικίαν των. [249,2352,401,2576]
declaration: ΔΗΛΩΣΙΣ [445,1983,538,2005]
headline: ΜΙΑ ΑΡΙΣΤΟΚΡΑΤΙΣ ΚΥΡΙΑ ΦΟΝΕΥΕΙ ΤΟΝ ΣΥΖΥΓΟΝ ΤΗΣ [250,137,401,202]
manuscript-notice: Τὰ χειρόγραφα δημοσιευόμενα ἢ μὴ δὲν ἐπιστρέφονται [66,276,240,325]
story-head: Ὁ διάλογος τῆς ἡμέρας [852,1683,999,1697]
subs-exterior: Ἐξωτερικοῦ [66,234,132,245]
old-athens-photo [580,669,844,883]
left-date: ΑΘΗΝΑΙ 2 ΝΟΕΜΒΡΙΟΥ 1929 [66,329,240,341]
headline: Η ΤΡΑΓΩΔΙΑ 40 ΧΙΛΙΑΔΩΝ ΑΘΗΝΑΙΩΝ [589,207,833,246]
body-text: Ἡ κυρία Βεϋλέρ ἐπιστρέψασα εἰς τὴν οἰκίαν της ἐκάλεσε τὴν ἀστυνομίαν καὶ ἀνήγγειλεν ὅτι ἐφόνευσε τὸν σύζυγόν της. Οἱ ἀστυνομικοὶ μεταβάντες εὗρον τὸν νεκρὸν εἰς τὸ δωμάτιον καὶ τὴν σύζυγον ἀταραχον. Ἡ ὑπόθεσις ἐνέχει πολλὰ τὰ μυστηριώδη καὶ ἡ δίκη θὰ διεξαχθῇ προσεχῶς ἐνώπιον τῶν ὁρκωτῶν τοῦ Σηκουάνα, ὅπου ἀναμένονται νὰ καταθέσουν πολλοὶ μάρτυρες ἐκ τοῦ κύκλου τῆς ἀριστοκρατίας. Κατὰ τὰς πληροφορίας τοῦ τύπου ἡ σχέσις τῶν δύο συζύγων εἶχε κλονισθῇ πρὸ πολλοῦ καὶ αἱ σκηναὶ ἦσαν συχναὶ εἰς τὴν κατοικίαν των. [1104,216,1313,374]
body-text: Ἡ κυρία Βεϋλέρ ἐπιστρέψασα εἰς τὴν οἰκίαν της ἐκάλεσε τὴν ἀστυνομίαν καὶ ἀνήγγειλεν ὅτι ἐφόνευσε τὸν σύζυγόν της. Οἱ ἀστυνομικοὶ μεταβάντες εὗρον τὸν νεκρὸν εἰς τὸ δωμάτιον καὶ τὴν σύζυγον ἀταραχον. Ἡ ὑπόθεσις ἐνέχει πολλὰ τὰ μυστηριώδη καὶ ἡ δίκη θὰ διεξαχθῇ προσεχῶς ἐνώπιον τῶν ὁρκωτῶν τοῦ Σηκουάνα, ὅπου ἀναμένονται νὰ καταθέσουν πολλοὶ μάρτυρες ἐκ τοῦ κύκλου τῆς ἀριστοκρατίας. Κατὰ τὰς πληροφορίας τοῦ τύπου ἡ σχέσις τῶν δύο συζύγων εἶχε κλονισθῇ πρὸ πολλοῦ καὶ αἱ σκηναὶ ἦσαν συχναὶ εἰς τὴν κατοικίαν των. [852,1277,1043,1457]
subs-line: Ἐτησία Λίρ. Ἀγγλ. 3 [66,247,162,258]
film-headline: ΤΟ ΦΙΛΜ ΤΗΣ ΗΜΕΡΑΣ [417,839,566,853]
body-text: Ἡ κυρία Βεϋλέρ ἐπιστρέψασα εἰς τὴν οἰκίαν της ἐκάλεσε τὴν ἀστυνομίαν καὶ ἀνήγγειλεν ὅτι ἐφόνευσε τὸν σύζυγόν της. Οἱ ἀστυνομικοὶ μεταβάντες εὗρον τὸν νεκρὸν εἰς τὸ δωμάτιον καὶ τὴν σύζυγον ἀταραχον. Ἡ ὑπόθεσις ἐνέχει πολλὰ τὰ μυστηριώδη καὶ ἡ δίκη θὰ διεξαχθῇ προσεχῶς ἐνώπιον τῶν ὁρκωτῶν τοῦ Σηκουάνα, ὅπου ἀναμένονται νὰ καταθέσουν πολλοὶ μάρτυρες ἐκ τοῦ κύκλου τῆς ἀριστοκρατίας. Κατὰ τὰς πληροφορίας τοῦ τύπου ἡ σχέσις τῶν δύο συζύγων εἶχε κλονισθῇ πρὸ πολλοῦ καὶ αἱ σκηναὶ ἦσαν συχναὶ εἰς τὴν κατοικίαν των. [581,1672,842,1796]
body-text: Ἡ κυρία Βεϋλέρ ἐπιστρέψασα εἰς τὴν οἰκίαν της ἐκάλεσε τὴν ἀστυνομίαν καὶ ἀνήγγειλεν ὅτι ἐφόνευσε τὸν σύζυγόν της. Οἱ ἀστυνομικοὶ μεταβάντες εὗρον τὸν νεκρὸν εἰς τὸ δωμάτιον καὶ τὴν σύζυγον ἀταραχον. Ἡ ὑπόθεσις ἐνέχει πολλὰ τὰ μυστηριώδη καὶ ἡ δίκη θὰ διεξαχθῇ προσεχῶς ἐνώπιον τῶν ὁρκωτῶν τοῦ Σηκουάνα, ὅπου ἀναμένονται νὰ καταθέσουν πολλοὶ μάρτυρες ἐκ τοῦ κύκλου τῆς ἀριστοκρατίας. Κατὰ τὰς πληροφορίας τοῦ τύπου ἡ σχέσις τῶν δύο συζύγων εἶχε κλονισθῇ πρὸ πολλοῦ καὶ αἱ σκηναὶ ἦσαν συχναὶ εἰς τὴν κατοικίαν των. [66,1397,240,1587]
signature: ΠΕΡ. ΚΩΝΣΤΑΝΤΙΝΙΔΗΣ [440,2209,571,2221]
story-head: Χορευτικαὶ συγκεντρώσεις [852,273,1026,286]
column-rule [1099,119,1100,1900]
column-rule [244,119,245,1900]
body-text: Ἡ κυρία Βεϋλέρ ἐπιστρέψασα εἰς τὴν οἰκίαν της ἐκάλεσε τὴν ἀστυνομίαν καὶ ἀνήγγειλεν ὅτι ἐφόνευσε τὸν σύζυγόν της. Οἱ ἀστυνομικοὶ μεταβάντες εὗρον τὸν νεκρὸν εἰς τὸ δωμάτιον καὶ τὴν σύζυγον ἀταραχον. Ἡ ὑπόθεσις ἐνέχει πολλὰ τὰ μυστηριώδη καὶ ἡ δίκη θὰ διεξαχθῇ προσεχῶς ἐνώπιον τῶν ὁρκωτῶν τοῦ Σηκουάνα, ὅπου ἀναμένονται νὰ καταθέσουν πολλοὶ μάρτυρες ἐκ τοῦ κύκλου τῆς ἀριστοκρατίας. Κατὰ τὰς πληροφορίας τοῦ τύπου ἡ σχέσις τῶν δύο συζύγων εἶχε κλονισθῇ πρὸ πολλοῦ καὶ αἱ σκηναὶ ἦσαν συχναὶ εἰς τὴν κατοικίαν των. [412,1140,571,1343]
body-text: Ἡ κυρία Βεϋλέρ ἐπιστρέψασα εἰς τὴν οἰκίαν της ἐκάλεσε τὴν ἀστυνομίαν καὶ ἀνήγγειλεν ὅτι ἐφόνευσε τὸν σύζυγόν της. Οἱ ἀστυνομικοὶ μεταβάντες εὗρον τὸν νεκρὸν εἰς τὸ δωμάτιον καὶ τὴν σύζυγον ἀταραχον. Ἡ ὑπόθεσις ἐνέχει πολλὰ τὰ μυστηριώδη καὶ ἡ δίκη θὰ διεξαχθῇ προσεχῶς ἐνώπιον τῶν ὁρκωτῶν τοῦ Σηκουάνα, ὅπου ἀναμένονται νὰ καταθέσουν πολλοὶ μάρτυρες ἐκ τοῦ κύκλου τῆς ἀριστοκρατίας. Κατὰ τὰς πληροφορίας τοῦ τύπου ἡ σχέσις τῶν δύο συζύγων εἶχε κλονισθῇ πρὸ πολλοῦ καὶ αἱ σκηναὶ ἦσαν συχναὶ εἰς τὴν κατοικίαν των. [66,1206,240,1398]
body-text: Ἡ κυρία Βεϋλέρ ἐπιστρέψασα εἰς τὴν οἰκίαν της ἐκάλεσε τὴν ἀστυνομίαν καὶ ἀνήγγειλεν ὅτι ἐφόνευσε τὸν σύζυγόν της. Οἱ ἀστυνομικοὶ μεταβάντες εὗρον τὸν νεκρὸν εἰς τὸ δωμάτιον καὶ τὴν σύζυγον ἀταραχον. Ἡ ὑπόθεσις ἐνέχει πολλὰ τὰ μυστηριώδη καὶ ἡ δίκη θὰ διεξαχθῇ προσεχῶς ἐνώπιον τῶν ὁρκωτῶν τοῦ Σηκουάνα, ὅπου ἀναμένονται νὰ καταθέσουν πολλοὶ μάρτυρες ἐκ τοῦ κύκλου τῆς ἀριστοκρατίας. Κατὰ τὰς πληροφορίας τοῦ τύπου ἡ σχέσις τῶν δύο συζύγων εἶχε κλονισθῇ πρὸ πολλοῦ καὶ αἱ σκηναὶ ἦσαν συχναὶ εἰς τὴν κατοικίαν των. [66,990,240,1181]
logo-box [66,119,240,177]
story-head: Ψυχικαὶ ἔρευναι [581,1369,688,1382]
section-observatory: ΑΣΤΕΡΟΣΚΟΠΕΙΟΝ [66,348,240,364]
body-text: Ἡ κυρία Βεϋλέρ ἐπιστρέψασα εἰς τὴν οἰκίαν της ἐκάλεσε τὴν ἀστυνομίαν καὶ ἀνήγγειλεν ὅτι ἐφόνευσε τὸν σύζυγόν της. Οἱ ἀστυνομικοὶ μεταβάντες εὗρον τὸν νεκρὸν εἰς τὸ δωμάτιον καὶ τὴν σύζυγον ἀταραχον. Ἡ ὑπόθεσις ἐνέχει πολλὰ τὰ μυστηριώδη καὶ ἡ δίκη θὰ διεξαχθῇ προσεχῶς ἐνώπιον τῶν ὁρκωτῶν τοῦ Σηκουάνα, ὅπου ἀναμένονται νὰ καταθέσουν πολλοὶ μάρτυρες ἐκ τοῦ κύκλου τῆς ἀριστοκρατίας. Κατὰ τὰς πληροφορίας τοῦ τύπου ἡ σχέσις τῶν δύο συζύγων εἶχε κλονισθῇ πρὸ πολλοῦ καὶ αἱ σκηναὶ ἦσαν συχναὶ εἰς τὴν κατοικίαν των. [249,1681,401,1905]
column-paris-drama [249,119,401,2576]
subs-line: Ἐτησία Δραχμαὶ 380 [66,208,165,219]
body-text: Ἡ κυρία Βεϋλέρ ἐπιστρέψασα εἰς τὴν οἰκίαν της ἐκάλεσε τὴν ἀστυνομίαν καὶ ἀνήγγειλεν ὅτι ἐφόνευσε τὸν σύζυγόν της. Οἱ ἀστυνομικοὶ μεταβάντες εὗρον τὸν νεκρὸν εἰς τὸ δωμάτιον καὶ τὴν σύζυγον ἀταραχον. Ἡ ὑπόθεσις ἐνέχει πολλὰ τὰ μυστηριώδη καὶ ἡ δίκη θὰ διεξαχθῇ προσεχῶς ἐνώπιον τῶν ὁρκωτῶν τοῦ Σηκουάνα, ὅπου ἀναμένονται νὰ καταθέσουν πολλοὶ μάρτυρες ἐκ τοῦ κύκλου τῆς ἀριστοκρατίας. Κατὰ τὰς πληροφορίας τοῦ τύπου ἡ σχέσις τῶν δύο συζύγων εἶχε κλονισθῇ πρὸ πολλοῦ καὶ αἱ σκηναὶ ἦσαν συχναὶ εἰς τὴν κατοικίαν των. [1104,373,1313,530]
body-text: Ἡ κυρία Βεϋλέρ ἐπιστρέψασα εἰς τὴν οἰκίαν της ἐκάλεσε τὴν ἀστυνομίαν καὶ ἀνήγγειλεν ὅτι ἐφόνευσε τὸν σύζυγόν της. Οἱ ἀστυνομικοὶ μεταβάντες εὗρον τὸν νεκρὸν εἰς τὸ δωμάτιον καὶ τὴν σύζυγον ἀταραχον. Ἡ ὑπόθεσις ἐνέχει πολλὰ τὰ μυστηριώδη καὶ ἡ δίκη θὰ διεξαχθῇ προσεχῶς ἐνώπιον τῶν ὁρκωτῶν τοῦ Σηκουάνα, ὅπου ἀναμένονται νὰ καταθέσουν πολλοὶ μάρτυρες ἐκ τοῦ κύκλου τῆς ἀριστοκρατίας. Κατὰ τὰς πληροφορίας τοῦ τύπου ἡ σχέσις τῶν δύο συζύγων εἶχε κλονισθῇ πρὸ πολλοῦ καὶ αἱ σκηναὶ ἦσαν συχναὶ εἰς τὴν κατοικίαν των. [581,477,842,601]
body-text: Ἡ κυρία Βεϋλέρ ἐπιστρέψασα εἰς τὴν οἰκίαν της ἐκάλεσε τὴν ἀστυνομίαν καὶ ἀνήγγειλεν ὅτι ἐφόνευσε τὸν σύζυγόν της. Οἱ ἀστυνομικοὶ μεταβάντες εὗρον τὸν νεκρὸν εἰς τὸ δωμάτιον καὶ τὴν σύζυγον ἀταραχον. Ἡ ὑπόθεσις ἐνέχει πολλὰ τὰ μυστηριώδη καὶ ἡ δίκη θὰ διεξαχθῇ προσεχῶς ἐνώπιον τῶν ὁρκωτῶν τοῦ Σηκουάνα, ὅπου ἀναμένονται νὰ καταθέσουν πολλοὶ μάρτυρες ἐκ τοῦ κύκλου τῆς ἀριστοκρατίας. Κατὰ τὰς πληροφορίας τοῦ τύπου ἡ σχέσις τῶν δύο συζύγων εἶχε κλονισθῇ πρὸ πολλοῦ καὶ αἱ σκηναὶ ἦσαν συχναὶ εἰς τὴν κατοικίαν των. [1104,529,1313,686]
film-kicker: ΕΛΛΗΝΙΚΗ ΖΩΗ [412,824,571,837]
story-head: Ἕνα μαγνῆσιμον ἐπιφέρει τὸν θάνατον [581,1083,834,1097]
logo-subtitle: ΕΦΗΜΕΡΙΣ ΠΟΛΙΤΙΚΗ ΚΑΙ ΤΩΝ ΕΙΔΗΣΕΩΝ [89,154,217,171]
body-text: Ἡ κυρία Βεϋλέρ ἐπιστρέψασα εἰς τὴν οἰκίαν της ἐκάλεσε τὴν ἀστυνομίαν καὶ ἀνήγγειλεν ὅτι ἐφόνευσε τὸν σύζυγόν της. Οἱ ἀστυνομικοὶ μεταβάντες εὗρον τὸν νεκρὸν εἰς τὸ δωμάτιον καὶ τὴν σύζυγον ἀταραχον. Ἡ ὑπόθεσις ἐνέχει πολλὰ τὰ μυστηριώδη καὶ ἡ δίκη θὰ διεξαχθῇ προσεχῶς ἐνώπιον τῶν ὁρκωτῶν τοῦ Σηκουάνα, ὅπου ἀναμένονται νὰ καταθέσουν πολλοὶ μάρτυρες ἐκ τοῦ κύκλου τῆς ἀριστοκρατίας. Κατὰ τὰς πληροφορίας τοῦ τύπου ἡ σχέσις τῶν δύο συζύγων εἶχε κλονισθῇ πρὸ πολλοῦ καὶ αἱ σκηναὶ ἦσαν συχναὶ εἰς τὴν κατοικίαν των. [412,1543,571,1745]
masthead: ΣΚΡΙΠ [572,88,663,114]
body-text: Ἡ κυρία Βεϋλέρ ἐπιστρέψασα εἰς τὴν οἰκίαν της ἐκάλεσε τὴν ἀστυνομίαν καὶ ἀνήγγειλεν ὅτι ἐφόνευσε τὸν σύζυγόν της. Οἱ ἀστυνομικοὶ μεταβάντες εὗρον τὸν νεκρὸν εἰς τὸ δωμάτιον καὶ τὴν σύζυγον ἀταραχον. Ἡ ὑπόθεσις ἐνέχει πολλὰ τὰ μυστηριώδη καὶ ἡ δίκη θὰ διεξαχθῇ προσεχῶς ἐνώπιον τῶν ὁρκωτῶν τοῦ Σηκουάνα, ὅπου ἀναμένονται νὰ καταθέσουν πολλοὶ μάρτυρες ἐκ τοῦ κύκλου τῆς ἀριστοκρατίας. Κατὰ τὰς πληροφορίας τοῦ τύπου ἡ σχέσις τῶν δύο συζύγων εἶχε κλονισθῇ πρὸ πολλοῦ καὶ αἱ σκηναὶ ἦσαν συχναὶ εἰς τὴν κατοικίαν των. [581,1100,842,1223]
body-text: Ἡ κυρία Βεϋλέρ ἐπιστρέψασα εἰς τὴν οἰκίαν της ἐκάλεσε τὴν ἀστυνομίαν καὶ ἀνήγγειλεν ὅτι ἐφόνευσε τὸν σύζυγόν της. Οἱ ἀστυνομικοὶ μεταβάντες εὗρον τὸν νεκρὸν εἰς τὸ δωμάτιον καὶ τὴν σύζυγον ἀταραχον. Ἡ ὑπόθεσις ἐνέχει πολλὰ τὰ μυστηριώδη καὶ ἡ δίκη θὰ διεξαχθῇ προσεχῶς ἐνώπιον τῶν ὁρκωτῶν τοῦ Σηκουάνα, ὅπου ἀναμένονται νὰ καταθέσουν πολλοὶ μάρτυρες ἐκ τοῦ κύκλου τῆς ἀριστοκρατίας. Κατὰ τὰς πληροφορίας τοῦ τύπου ἡ σχέσις τῶν δύο συζύγων εἶχε κλονισθῇ πρὸ πολλοῦ καὶ αἱ σκηναὶ ἦσαν συχναὶ εἰς τὴν κατοικίαν των. [581,335,842,459]
side-head: ΑΝΤΙΟ ΣΠΙΤΙΑ [666,461,757,474]
body-text: Ἡ κυρία Βεϋλέρ ἐπιστρέψασα εἰς τὴν οἰκίαν της ἐκάλεσε τὴν ἀστυνομίαν καὶ ἀνήγγειλεν ὅτι ἐφόνευσε τὸν σύζυγόν της. Οἱ ἀστυνομικοὶ μεταβάντες εὗρον τὸν νεκρὸν εἰς τὸ δωμάτιον καὶ τὴν σύζυγον ἀταραχον. Ἡ ὑπόθεσις ἐνέχει πολλὰ τὰ μυστηριώδη καὶ ἡ δίκη θὰ διεξαχθῇ προσεχῶς ἐνώπιον τῶν ὁρκωτῶν τοῦ Σηκουάνα, ὅπου ἀναμένονται νὰ καταθέσουν πολλοὶ μάρτυρες ἐκ τοῦ κύκλου τῆς ἀριστοκρατίας. Κατὰ τὰς πληροφορίας τοῦ τύπου ἡ σχέσις τῶν δύο συζύγων εἶχε κλονισθῇ πρὸ πολλοῦ καὶ αἱ σκηναὶ ἦσαν συχναὶ εἰς τὴν κατοικίαν των. [249,1904,401,2129]
story-head: Ὅταν ἡ γυνὴ παίζη χαρτιά [581,1227,751,1240]
section-post: ΤΑΧΥΔΡΟΜΕΙΟΝ [66,564,240,580]
continued: (Ἀκολουθεῖ) [1256,1938,1313,1950]
film-lede: Τὸ ταξείδιον τοῦ Πηδαλιούχου.— Ὁ Παπαδόκοσμος.— Ἡ ψῆφος τῶν γυναικῶν.— Ἡ ψῆφος τῆς πενθερᾶς.— Ἡ εὐρεῖα περιφέρεια. [412,856,565,936]
